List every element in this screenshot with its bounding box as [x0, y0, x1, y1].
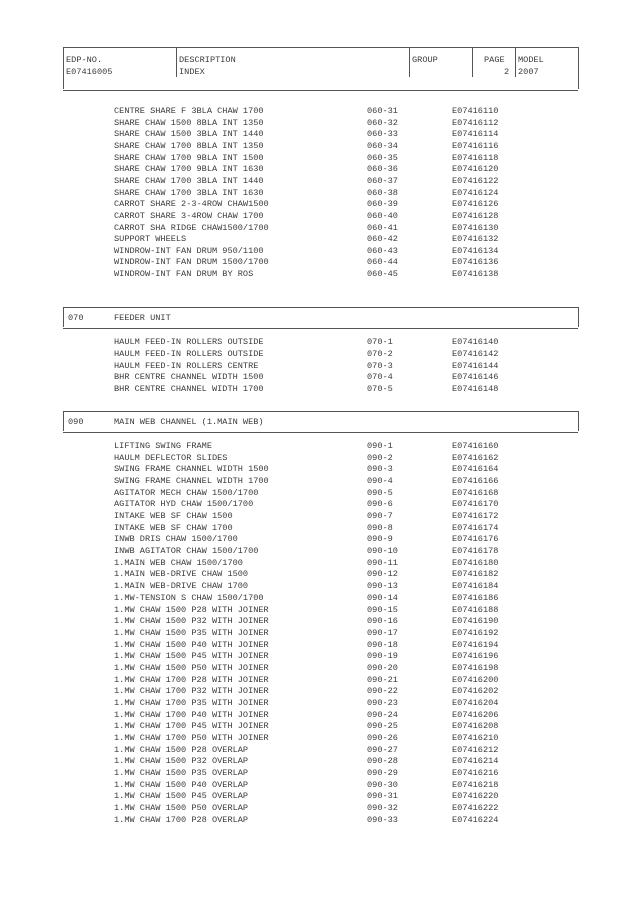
- section-090-right-border: [578, 411, 579, 431]
- list-item: [0, 746, 639, 756]
- item-group-number: 090-21: [367, 674, 398, 685]
- item-description: CARROT SHARE 3-4ROW CHAW 1700: [114, 210, 264, 221]
- item-edp-number: E07416160: [452, 441, 499, 451]
- item-group-number: 090-13: [367, 581, 398, 592]
- item-description: SWING FRAME CHANNEL WIDTH 1700: [114, 476, 269, 487]
- item-edp-number: E07416188: [452, 604, 499, 615]
- item-group-number: 070-3: [367, 360, 393, 371]
- item-description: 1.MAIN WEB-DRIVE CHAW 1500: [114, 569, 249, 580]
- item-description: 1.MW CHAW 1500 P40 WITH JOINER: [114, 639, 269, 650]
- list-item: [0, 547, 639, 557]
- list-item: [0, 792, 639, 802]
- item-description: INWB AGITATOR CHAW 1500/1700: [114, 546, 259, 557]
- item-description: AGITATOR MECH CHAW 1500/1700: [114, 487, 259, 498]
- page-value: 2: [504, 67, 510, 77]
- list-item: [0, 258, 639, 268]
- list-item: [0, 454, 639, 464]
- item-group-number: 070-5: [367, 384, 393, 395]
- item-description: SHARE CHAW 1700 9BLA INT 1500: [114, 152, 264, 163]
- item-edp-number: E07416198: [452, 662, 499, 673]
- list-item: [0, 500, 639, 510]
- list-item: [0, 465, 639, 475]
- item-group-number: 070-2: [367, 348, 393, 359]
- item-description: WINDROW-INT FAN DRUM 950/1100: [114, 245, 264, 256]
- item-description: 1.MW CHAW 1700 P32 WITH JOINER: [114, 686, 269, 697]
- list-item: [0, 804, 639, 814]
- item-edp-number: E07416112: [452, 117, 499, 128]
- header-divider-page: [472, 47, 473, 77]
- list-item: [0, 676, 639, 686]
- item-edp-number: E07416110: [452, 106, 499, 116]
- item-group-number: 090-14: [367, 592, 398, 603]
- item-description: HAULM FEED-IN ROLLERS OUTSIDE: [114, 348, 264, 359]
- item-description: 1.MW CHAW 1700 P35 WITH JOINER: [114, 697, 269, 708]
- list-item: [0, 442, 639, 452]
- item-group-number: 090-11: [367, 557, 398, 568]
- list-item: [0, 512, 639, 522]
- item-edp-number: E07416182: [452, 569, 499, 580]
- item-group-number: 060-33: [367, 129, 398, 140]
- item-group-number: 060-34: [367, 140, 398, 151]
- header-left-border: [63, 47, 64, 89]
- item-group-number: 090-23: [367, 697, 398, 708]
- section-code-090: 090: [68, 417, 84, 427]
- item-edp-number: E07416124: [452, 187, 499, 198]
- item-group-number: 090-27: [367, 744, 398, 755]
- item-edp-number: E07416142: [452, 348, 499, 359]
- item-group-number: 090-6: [367, 499, 393, 510]
- list-item: [0, 177, 639, 187]
- item-group-number: 090-17: [367, 627, 398, 638]
- section-code-070: 070: [68, 313, 84, 323]
- list-item: [0, 270, 639, 280]
- item-description: SHARE CHAW 1500 3BLA INT 1440: [114, 129, 264, 140]
- item-description: 1.MW CHAW 1500 P35 WITH JOINER: [114, 627, 269, 638]
- item-group-number: 090-15: [367, 604, 398, 615]
- item-group-number: 090-25: [367, 721, 398, 732]
- item-edp-number: E07416194: [452, 639, 499, 650]
- item-description: 1.MW-TENSION S CHAW 1500/1700: [114, 592, 264, 603]
- item-edp-number: E07416178: [452, 546, 499, 557]
- list-item: [0, 629, 639, 639]
- item-description: 1.MW CHAW 1500 P32 WITH JOINER: [114, 616, 269, 627]
- item-edp-number: E07416192: [452, 627, 499, 638]
- item-edp-number: E07416170: [452, 499, 499, 510]
- description-value: INDEX: [179, 67, 205, 77]
- list-item: [0, 687, 639, 697]
- list-item: [0, 224, 639, 234]
- section-title-070: FEEDER UNIT: [114, 313, 171, 323]
- item-edp-number: E07416136: [452, 257, 499, 268]
- item-edp-number: E07416176: [452, 534, 499, 545]
- item-group-number: 090-3: [367, 464, 393, 475]
- item-description: SUPPORT WHEELS: [114, 234, 187, 245]
- item-group-number: 090-8: [367, 522, 393, 533]
- section-070-left-border: [63, 307, 64, 327]
- item-group-number: 060-42: [367, 234, 398, 245]
- list-item: [0, 524, 639, 534]
- item-description: 1.MAIN WEB-DRIVE CHAW 1700: [114, 581, 249, 592]
- list-item: [0, 769, 639, 779]
- item-edp-number: E07416146: [452, 372, 499, 383]
- item-edp-number: E07416116: [452, 140, 499, 151]
- item-group-number: 090-1: [367, 441, 393, 451]
- list-item: [0, 711, 639, 721]
- list-item: [0, 212, 639, 222]
- item-group-number: 060-44: [367, 257, 398, 268]
- item-edp-number: E07416172: [452, 511, 499, 522]
- item-edp-number: E07416218: [452, 779, 499, 790]
- item-edp-number: E07416184: [452, 581, 499, 592]
- item-group-number: 060-38: [367, 187, 398, 198]
- list-item: [0, 362, 639, 372]
- description-label: DESCRIPTION: [179, 55, 236, 65]
- item-description: 1.MW CHAW 1700 P28 WITH JOINER: [114, 674, 269, 685]
- list-item: [0, 641, 639, 651]
- item-group-number: 090-31: [367, 791, 398, 802]
- item-edp-number: E07416130: [452, 222, 499, 233]
- item-group-number: 060-36: [367, 164, 398, 175]
- item-edp-number: E07416140: [452, 337, 499, 347]
- header-divider-model: [515, 47, 516, 77]
- header-right-border: [578, 47, 579, 89]
- item-edp-number: E07416186: [452, 592, 499, 603]
- item-edp-number: E07416204: [452, 697, 499, 708]
- item-group-number: 060-43: [367, 245, 398, 256]
- item-edp-number: E07416190: [452, 616, 499, 627]
- item-edp-number: E07416168: [452, 487, 499, 498]
- header-divider-group: [409, 47, 410, 77]
- item-edp-number: E07416162: [452, 452, 499, 463]
- item-edp-number: E07416216: [452, 768, 499, 779]
- item-group-number: 060-35: [367, 152, 398, 163]
- item-group-number: 090-18: [367, 639, 398, 650]
- item-description: 1.MW CHAW 1500 P50 WITH JOINER: [114, 662, 269, 673]
- item-edp-number: E07416128: [452, 210, 499, 221]
- list-item: [0, 559, 639, 569]
- item-edp-number: E07416220: [452, 791, 499, 802]
- item-edp-number: E07416180: [452, 557, 499, 568]
- list-item: [0, 734, 639, 744]
- item-group-number: 060-45: [367, 269, 398, 280]
- item-edp-number: E07416224: [452, 814, 499, 825]
- item-description: SHARE CHAW 1700 3BLA INT 1630: [114, 187, 264, 198]
- item-description: 1.MW CHAW 1500 P28 OVERLAP: [114, 744, 249, 755]
- item-description: CARROT SHARE 2-3-4ROW CHAW1500: [114, 199, 269, 210]
- item-group-number: 090-24: [367, 709, 398, 720]
- item-description: INTAKE WEB SF CHAW 1500: [114, 511, 233, 522]
- list-item: [0, 582, 639, 592]
- list-item: [0, 781, 639, 791]
- item-group-number: 090-29: [367, 768, 398, 779]
- item-description: 1.MAIN WEB CHAW 1500/1700: [114, 557, 243, 568]
- item-group-number: 090-9: [367, 534, 393, 545]
- item-description: 1.MW CHAW 1500 P45 OVERLAP: [114, 791, 249, 802]
- section-070-right-border: [578, 307, 579, 327]
- section-090-left-border: [63, 411, 64, 431]
- list-item: [0, 816, 639, 826]
- item-group-number: 090-5: [367, 487, 393, 498]
- item-description: 1.MW CHAW 1500 P35 OVERLAP: [114, 768, 249, 779]
- list-item: [0, 350, 639, 360]
- list-item: [0, 664, 639, 674]
- list-item: [0, 200, 639, 210]
- item-edp-number: E07416120: [452, 164, 499, 175]
- item-description: AGITATOR HYD CHAW 1500/1700: [114, 499, 254, 510]
- item-group-number: 090-2: [367, 452, 393, 463]
- item-edp-number: E07416126: [452, 199, 499, 210]
- item-edp-number: E07416200: [452, 674, 499, 685]
- item-description: 1.MW CHAW 1500 P50 OVERLAP: [114, 803, 249, 814]
- item-description: 1.MW CHAW 1700 P45 WITH JOINER: [114, 721, 269, 732]
- list-item: [0, 247, 639, 257]
- item-description: HAULM FEED-IN ROLLERS CENTRE: [114, 360, 259, 371]
- header-divider-desc: [176, 47, 177, 77]
- item-edp-number: E07416206: [452, 709, 499, 720]
- item-description: SHARE CHAW 1700 3BLA INT 1440: [114, 175, 264, 186]
- item-group-number: 090-28: [367, 756, 398, 767]
- item-group-number: 090-26: [367, 733, 398, 743]
- item-group-number: 090-32: [367, 803, 398, 814]
- item-description: SWING FRAME CHANNEL WIDTH 1500: [114, 464, 269, 475]
- list-item: [0, 570, 639, 580]
- item-edp-number: E07416144: [452, 360, 499, 371]
- item-group-number: 090-19: [367, 651, 398, 662]
- item-edp-number: E07416118: [452, 152, 499, 163]
- item-description: 1.MW CHAW 1500 P45 WITH JOINER: [114, 651, 269, 662]
- list-item: [0, 385, 639, 395]
- item-edp-number: E07416222: [452, 803, 499, 814]
- list-item: [0, 338, 639, 348]
- item-group-number: 090-33: [367, 814, 398, 825]
- page-label: PAGE: [484, 55, 505, 65]
- item-group-number: 070-4: [367, 372, 393, 383]
- item-description: 1.MW CHAW 1500 P40 OVERLAP: [114, 779, 249, 790]
- section-title-090: MAIN WEB CHANNEL (1.MAIN WEB): [114, 417, 264, 427]
- item-group-number: 060-41: [367, 222, 398, 233]
- item-description: HAULM FEED-IN ROLLERS OUTSIDE: [114, 337, 264, 347]
- item-group-number: 070-1: [367, 337, 393, 347]
- list-item: [0, 235, 639, 245]
- item-group-number: 060-40: [367, 210, 398, 221]
- item-edp-number: E07416210: [452, 733, 499, 743]
- item-group-number: 090-7: [367, 511, 393, 522]
- item-group-number: 060-31: [367, 106, 398, 116]
- item-edp-number: E07416134: [452, 245, 499, 256]
- item-edp-number: E07416196: [452, 651, 499, 662]
- item-group-number: 060-37: [367, 175, 398, 186]
- list-item: [0, 535, 639, 545]
- item-group-number: 060-32: [367, 117, 398, 128]
- model-label: MODEL: [518, 55, 544, 65]
- item-group-number: 090-12: [367, 569, 398, 580]
- list-item: [0, 699, 639, 709]
- item-group-number: 090-16: [367, 616, 398, 627]
- item-group-number: 090-30: [367, 779, 398, 790]
- item-edp-number: E07416138: [452, 269, 499, 280]
- item-edp-number: E07416208: [452, 721, 499, 732]
- item-group-number: 090-10: [367, 546, 398, 557]
- item-description: WINDROW-INT FAN DRUM BY ROS: [114, 269, 254, 280]
- list-item: [0, 489, 639, 499]
- item-edp-number: E07416114: [452, 129, 499, 140]
- item-description: LIFTING SWING FRAME: [114, 441, 212, 451]
- list-item: [0, 119, 639, 129]
- item-edp-number: E07416122: [452, 175, 499, 186]
- item-description: SHARE CHAW 1500 8BLA INT 1350: [114, 117, 264, 128]
- item-description: 1.MW CHAW 1700 P28 OVERLAP: [114, 814, 249, 825]
- item-edp-number: E07416214: [452, 756, 499, 767]
- item-description: 1.MW CHAW 1500 P32 OVERLAP: [114, 756, 249, 767]
- item-edp-number: E07416132: [452, 234, 499, 245]
- item-description: BHR CENTRE CHANNEL WIDTH 1500: [114, 372, 264, 383]
- list-item: [0, 606, 639, 616]
- list-item: [0, 477, 639, 487]
- item-description: SHARE CHAW 1700 8BLA INT 1350: [114, 140, 264, 151]
- list-item: [0, 652, 639, 662]
- item-group-number: 090-20: [367, 662, 398, 673]
- model-value: 2007: [518, 67, 539, 77]
- item-description: SHARE CHAW 1700 9BLA INT 1630: [114, 164, 264, 175]
- item-edp-number: E07416212: [452, 744, 499, 755]
- edp-value: E07416005: [66, 67, 113, 77]
- item-description: 1.MW CHAW 1500 P28 WITH JOINER: [114, 604, 269, 615]
- header-box: [63, 47, 578, 91]
- item-group-number: 090-22: [367, 686, 398, 697]
- list-item: [0, 594, 639, 604]
- item-edp-number: E07416164: [452, 464, 499, 475]
- item-description: INTAKE WEB SF CHAW 1700: [114, 522, 233, 533]
- list-item: [0, 142, 639, 152]
- item-group-number: 090-4: [367, 476, 393, 487]
- item-edp-number: E07416202: [452, 686, 499, 697]
- list-item: [0, 373, 639, 383]
- list-item: [0, 757, 639, 767]
- edp-label: EDP-NO.: [66, 55, 103, 65]
- group-label: GROUP: [412, 55, 438, 65]
- item-group-number: 060-39: [367, 199, 398, 210]
- item-edp-number: E07416166: [452, 476, 499, 487]
- list-item: [0, 130, 639, 140]
- list-item: [0, 107, 639, 117]
- list-item: [0, 154, 639, 164]
- item-description: BHR CENTRE CHANNEL WIDTH 1700: [114, 384, 264, 395]
- list-item: [0, 189, 639, 199]
- item-description: HAULM DEFLECTOR SLIDES: [114, 452, 228, 463]
- list-item: [0, 165, 639, 175]
- item-description: CENTRE SHARE F 3BLA CHAW 1700: [114, 106, 264, 116]
- list-item: [0, 722, 639, 732]
- item-edp-number: E07416174: [452, 522, 499, 533]
- item-description: INWB DRIS CHAW 1500/1700: [114, 534, 238, 545]
- item-description: 1.MW CHAW 1700 P40 WITH JOINER: [114, 709, 269, 720]
- item-edp-number: E07416148: [452, 384, 499, 395]
- item-description: 1.MW CHAW 1700 P50 WITH JOINER: [114, 733, 269, 743]
- item-description: WINDROW-INT FAN DRUM 1500/1700: [114, 257, 269, 268]
- item-description: CARROT SHA RIDGE CHAW1500/1700: [114, 222, 269, 233]
- list-item: [0, 617, 639, 627]
